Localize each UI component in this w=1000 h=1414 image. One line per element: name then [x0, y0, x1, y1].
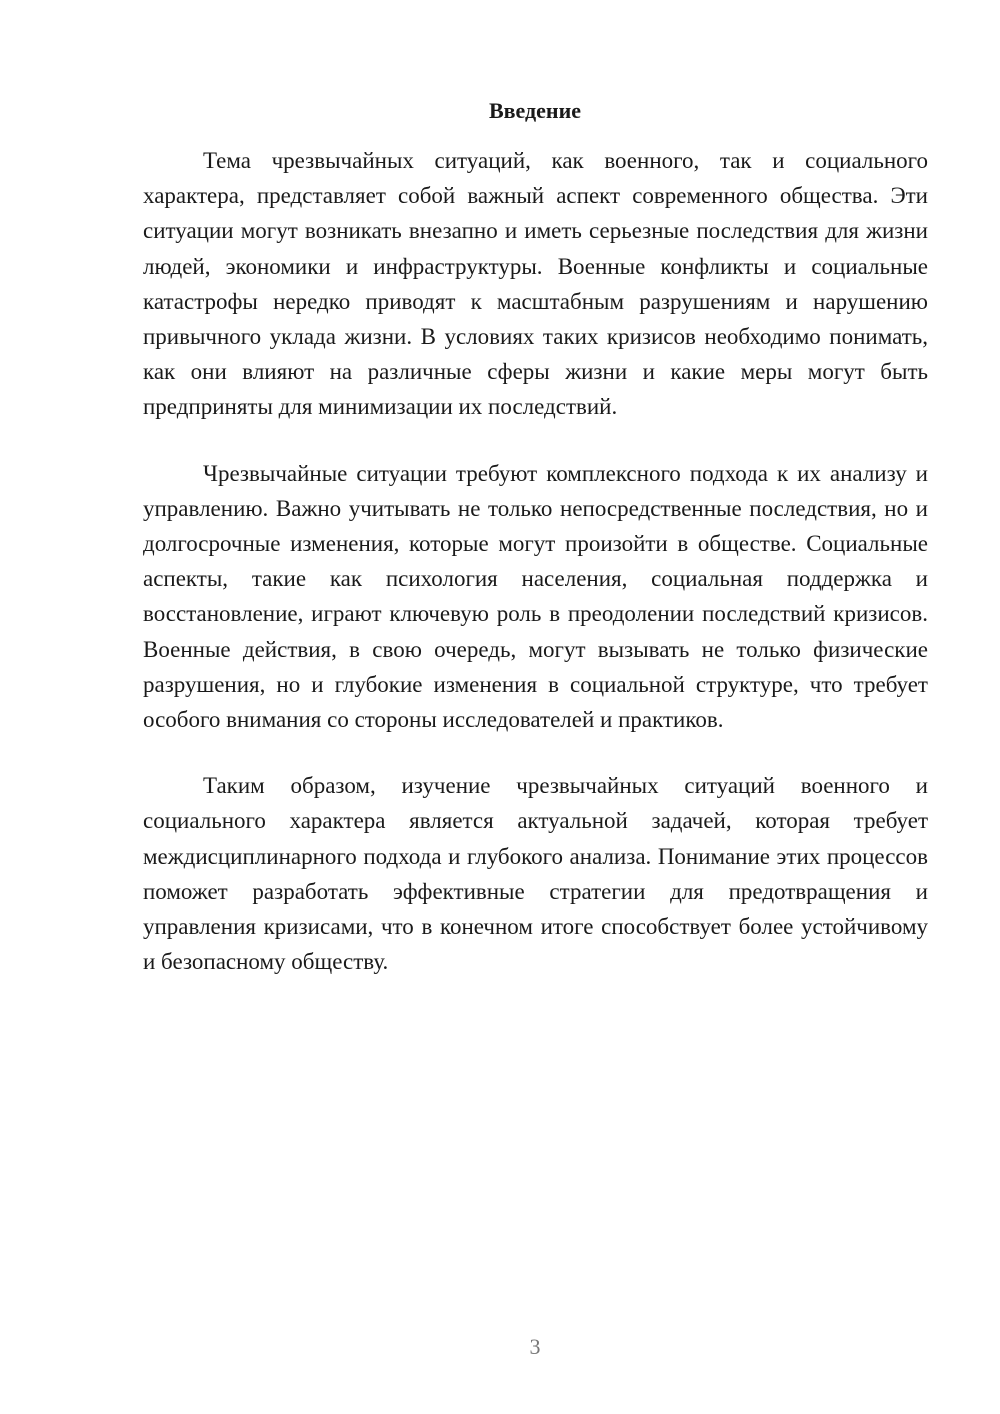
paragraph: Тема чрезвычайных ситуаций, как военного, так и социального характера, представляет собой важный аспект современного общества. Эти ситуации могут возникать внезапно и иметь серьезные последствия для жизни людей, экономики и инфраструктуры. Военные конфликты и социальные катастрофы нередко приводят к масштабным разрушениям и нарушению привычного уклада жизни. В условиях таких кризисов необходимо понимать, как они влияют на различные сферы жизни и какие меры могут быть предприняты для минимизации их последствий.: [143, 148, 928, 420]
body-text: [143, 143, 928, 1010]
paragraph: Чрезвычайные ситуации требуют комплексного подхода к их анализу и управлению. Важно учитывать не только непосредственные последствия, но и долгосрочные изменения, которые могут произойти в обществе. Социальные аспекты, такие как психология населения, социальная поддержка и восстановление, играют ключевую роль в преодолении последствий кризисов. Военные действия, в свою очередь, могут вызывать не только физические разрушения, но и глубокие изменения в социальной структуре, что требует особого внимания со стороны исследователей и практиков.: [143, 460, 928, 733]
paragraph: Таким образом, изучение чрезвычайных ситуаций военного и социального характера является актуальной задачей, которая требует междисциплинарного подхода и глубокого анализа. Понимание этих процессов поможет разработать эффективные стратегии для предотвращения и управления кризисами, что в конечном итоге способствует более устойчивому и безопасному обществу.: [143, 773, 928, 975]
section-heading: Введение: [488, 98, 582, 123]
page-number: 3: [529, 1334, 541, 1359]
